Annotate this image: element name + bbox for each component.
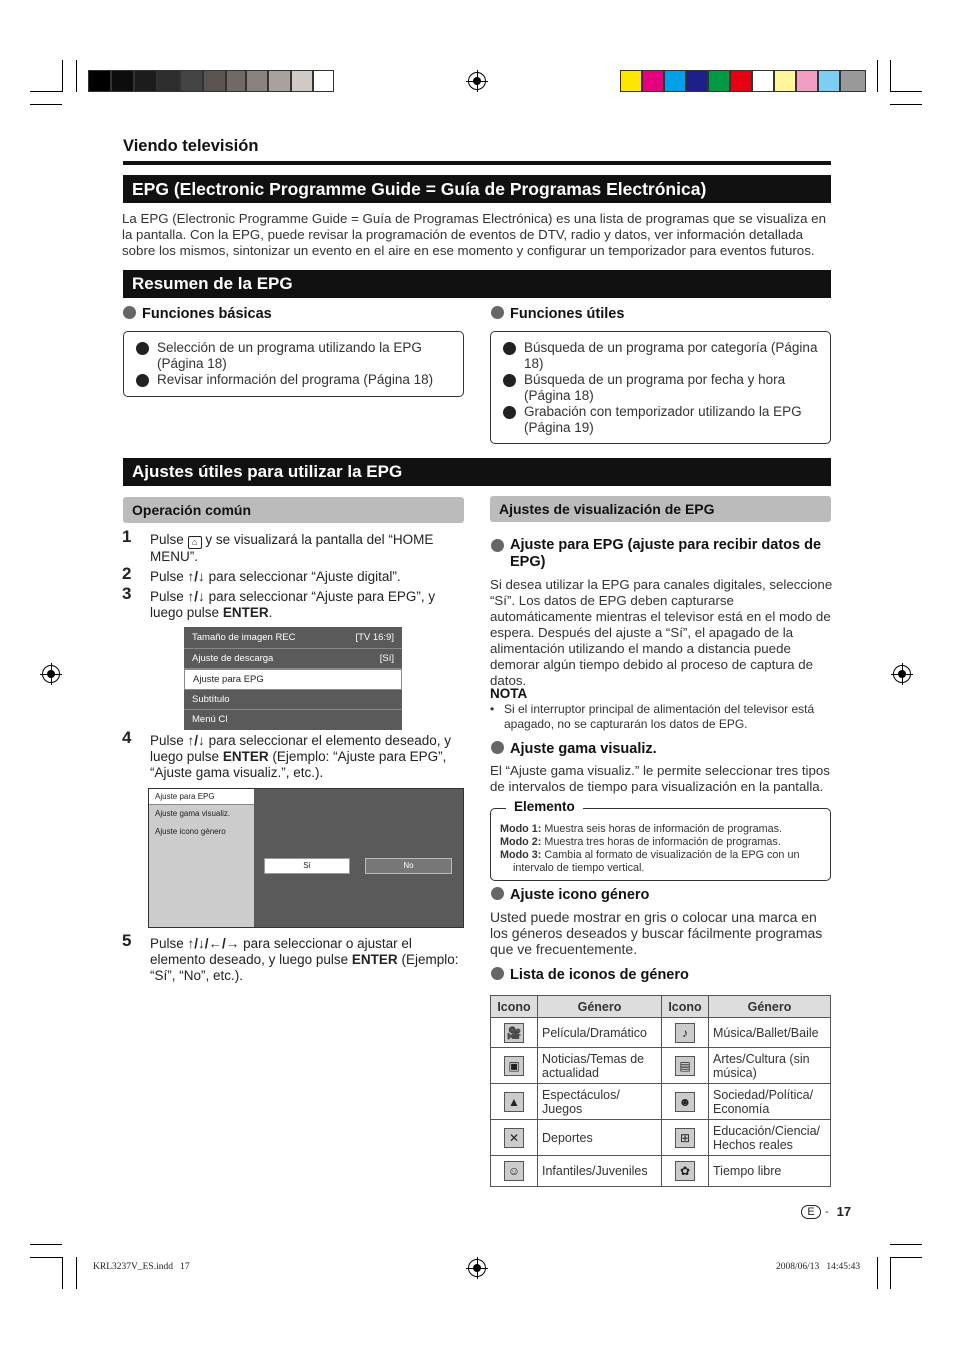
no-button[interactable]: No xyxy=(365,858,452,874)
table-row: ▣ Noticias/Temas de actualidad ▤ Artes/Cultura (sin música) xyxy=(491,1048,831,1084)
registration-mark-right xyxy=(893,665,911,683)
menu-item[interactable]: Subtítulo xyxy=(184,690,402,711)
mode-1: Modo 1: Muestra seis horas de información de programas. xyxy=(500,823,783,835)
step-3: 3 Pulse ↑/↓ para seleccionar “Ajuste para EPG”, y luego pulse ENTER. xyxy=(122,584,436,620)
basic-functions-box xyxy=(123,331,464,397)
list-item: Búsqueda de un programa por fecha y hora (Página 18) xyxy=(503,372,820,404)
society-icon: ☻ xyxy=(675,1092,695,1112)
useful-functions-box xyxy=(490,331,831,444)
menu-item[interactable]: Ajuste icono género xyxy=(155,827,226,836)
genre-list-title: Lista de iconos de género xyxy=(491,967,689,983)
sports-icon: ✕ xyxy=(504,1128,524,1148)
range-text: El “Ajuste gama visualiz.” le permite seleccionar tres tipos de intervalos de tiempo para visualización en la pantalla. xyxy=(490,763,830,794)
range-title: Ajuste gama visualiz. xyxy=(491,741,657,757)
menu-item[interactable]: Ajuste gama visualiz. xyxy=(155,809,231,818)
list-item: Grabación con temporizador utilizando la EPG (Página 19) xyxy=(503,404,820,436)
show-icon: ▲ xyxy=(504,1092,524,1112)
arrow-keys-icon: ↑/↓/←/→ xyxy=(187,936,240,951)
arrow-keys-icon: ↑/↓ xyxy=(187,569,205,584)
useful-functions-label: Funciones útiles xyxy=(491,306,624,322)
home-icon: ⌂ xyxy=(188,536,202,549)
menu-item[interactable]: Ajuste de descarga [Sí] xyxy=(184,649,402,670)
epg-settings-screen xyxy=(148,788,464,928)
table-header: Icono Género Icono Género xyxy=(491,996,831,1018)
registration-mark-bottom xyxy=(468,1259,486,1277)
registration-mark-left xyxy=(42,665,60,683)
list-item: Selección de un programa utilizando la EPG (Página 18) xyxy=(136,340,453,372)
bullet-icon xyxy=(491,967,504,980)
table-row: ☺ Infantiles/Juveniles ✿ Tiempo libre xyxy=(491,1156,831,1187)
list-item: Revisar información del programa (Página 18) xyxy=(136,372,453,388)
list-item: Búsqueda de un programa por categoría (Página 18) xyxy=(503,340,820,372)
kids-icon: ☺ xyxy=(504,1161,524,1181)
music-icon: ♪ xyxy=(675,1023,695,1043)
page-number: E - 17 xyxy=(801,1204,851,1219)
bullet-icon xyxy=(491,539,504,552)
bullet-icon xyxy=(491,887,504,900)
leisure-icon: ✿ xyxy=(675,1161,695,1181)
display-settings-header: Ajustes de visualización de EPG xyxy=(490,496,831,522)
menu-item-selected[interactable]: Ajuste para EPG xyxy=(184,669,402,690)
bullet-icon xyxy=(123,306,136,319)
yes-button[interactable]: Sí xyxy=(264,858,350,874)
element-title: Elemento xyxy=(506,800,583,813)
setup-menu-screen xyxy=(184,627,402,730)
table-row: ▲ Espectáculos/ Juegos ☻ Sociedad/Política/ Economía xyxy=(491,1084,831,1120)
mode-3: Modo 3: Cambia al formato de visualización de la EPG con un intervalo de tiempo vertical. xyxy=(500,849,800,874)
news-icon: ▣ xyxy=(504,1056,524,1076)
registration-mark-top xyxy=(468,72,486,90)
note-text: • Si el interruptor principal de alimentación del televisor está apagado, no se capturarán los datos de EPG. xyxy=(490,702,815,731)
epg-setting-text: Si desea utilizar la EPG para canales digitales, seleccione “Sí”. Los datos de EPG deben capturarse automáticamente mientras el televisor está en el modo de espera. Después del ajuste a “Sí”, el apagado de la alimentación utilizando el mando a distancia puede demorar algún tiempo debido al proceso de captura de datos. xyxy=(490,577,833,688)
element-box xyxy=(490,799,831,881)
arts-icon: ▤ xyxy=(675,1056,695,1076)
table-row: ✕ Deportes ⊞ Educación/Ciencia/ Hechos reales xyxy=(491,1120,831,1156)
step-4: 4 Pulse ↑/↓ para seleccionar el elemento deseado, y luego pulse ENTER (Ejemplo: “Ajuste para EPG”, “Ajuste gama visualiz.”, etc.). xyxy=(122,728,451,780)
arrow-keys-icon: ↑/↓ xyxy=(187,733,205,748)
step-2: 2 Pulse ↑/↓ para seleccionar “Ajuste digital”. xyxy=(122,564,401,584)
genre-table xyxy=(490,995,831,1187)
section-rule xyxy=(123,161,831,165)
mode-2: Modo 2: Muestra tres horas de información de programas. xyxy=(500,836,781,848)
note-title: NOTA xyxy=(490,686,528,701)
menu-item[interactable]: Tamaño de imagen REC [TV 16:9] xyxy=(184,628,402,649)
genre-icon-text: Usted puede mostrar en gris o colocar una marca en los géneros deseados y buscar fácilmente programas que ve frecuentemente. xyxy=(490,909,823,957)
summary-title: Resumen de la EPG xyxy=(123,270,831,298)
epg-settings-list xyxy=(149,789,254,927)
common-operation-header: Operación común xyxy=(123,497,464,523)
section-heading: Viendo televisión xyxy=(123,137,259,155)
menu-item[interactable]: Menú CI xyxy=(192,714,228,725)
intro-text: La EPG (Electronic Programme Guide = Guía de Programas Electrónica) es una lista de programas que se visualiza en la pantalla. Con la EPG, puede revisar la programación de eventos de DTV, radio y datos, ver información detallada sobre los mismos, sintonizar un evento en el aire en ese momento y configurar un temporizador para eventos futuros. xyxy=(122,211,826,258)
bullet-icon xyxy=(491,741,504,754)
settings-title: Ajustes útiles para utilizar la EPG xyxy=(123,458,831,486)
step-1: 1 Pulse ⌂ y se visualizará la pantalla del “HOME MENU”. xyxy=(122,527,434,564)
language-badge: E xyxy=(801,1205,821,1219)
step-5: 5 Pulse ↑/↓/←/→ para seleccionar o ajustar el elemento deseado, y luego pulse ENTER (Ejemplo: “Sí”, “No”, etc.). xyxy=(122,931,459,983)
basic-functions-label: Funciones básicas xyxy=(123,306,272,322)
epg-setting-title: Ajuste para EPG (ajuste para recibir datos de EPG) xyxy=(491,537,831,571)
education-icon: ⊞ xyxy=(675,1128,695,1148)
table-row: 🎥 Película/Dramático ♪ Música/Ballet/Baile xyxy=(491,1018,831,1048)
date-slug: 2008/06/13 14:45:43 xyxy=(776,1262,861,1272)
file-slug: KRL3237V_ES.indd 17 xyxy=(93,1262,190,1272)
genre-icon-title: Ajuste icono género xyxy=(491,887,649,903)
bullet-icon xyxy=(491,306,504,319)
film-icon: 🎥 xyxy=(504,1023,524,1043)
arrow-keys-icon: ↑/↓ xyxy=(187,589,205,604)
page-title: EPG (Electronic Programme Guide = Guía de Programas Electrónica) xyxy=(123,175,831,203)
menu-item-selected[interactable]: Ajuste para EPG xyxy=(149,789,254,805)
